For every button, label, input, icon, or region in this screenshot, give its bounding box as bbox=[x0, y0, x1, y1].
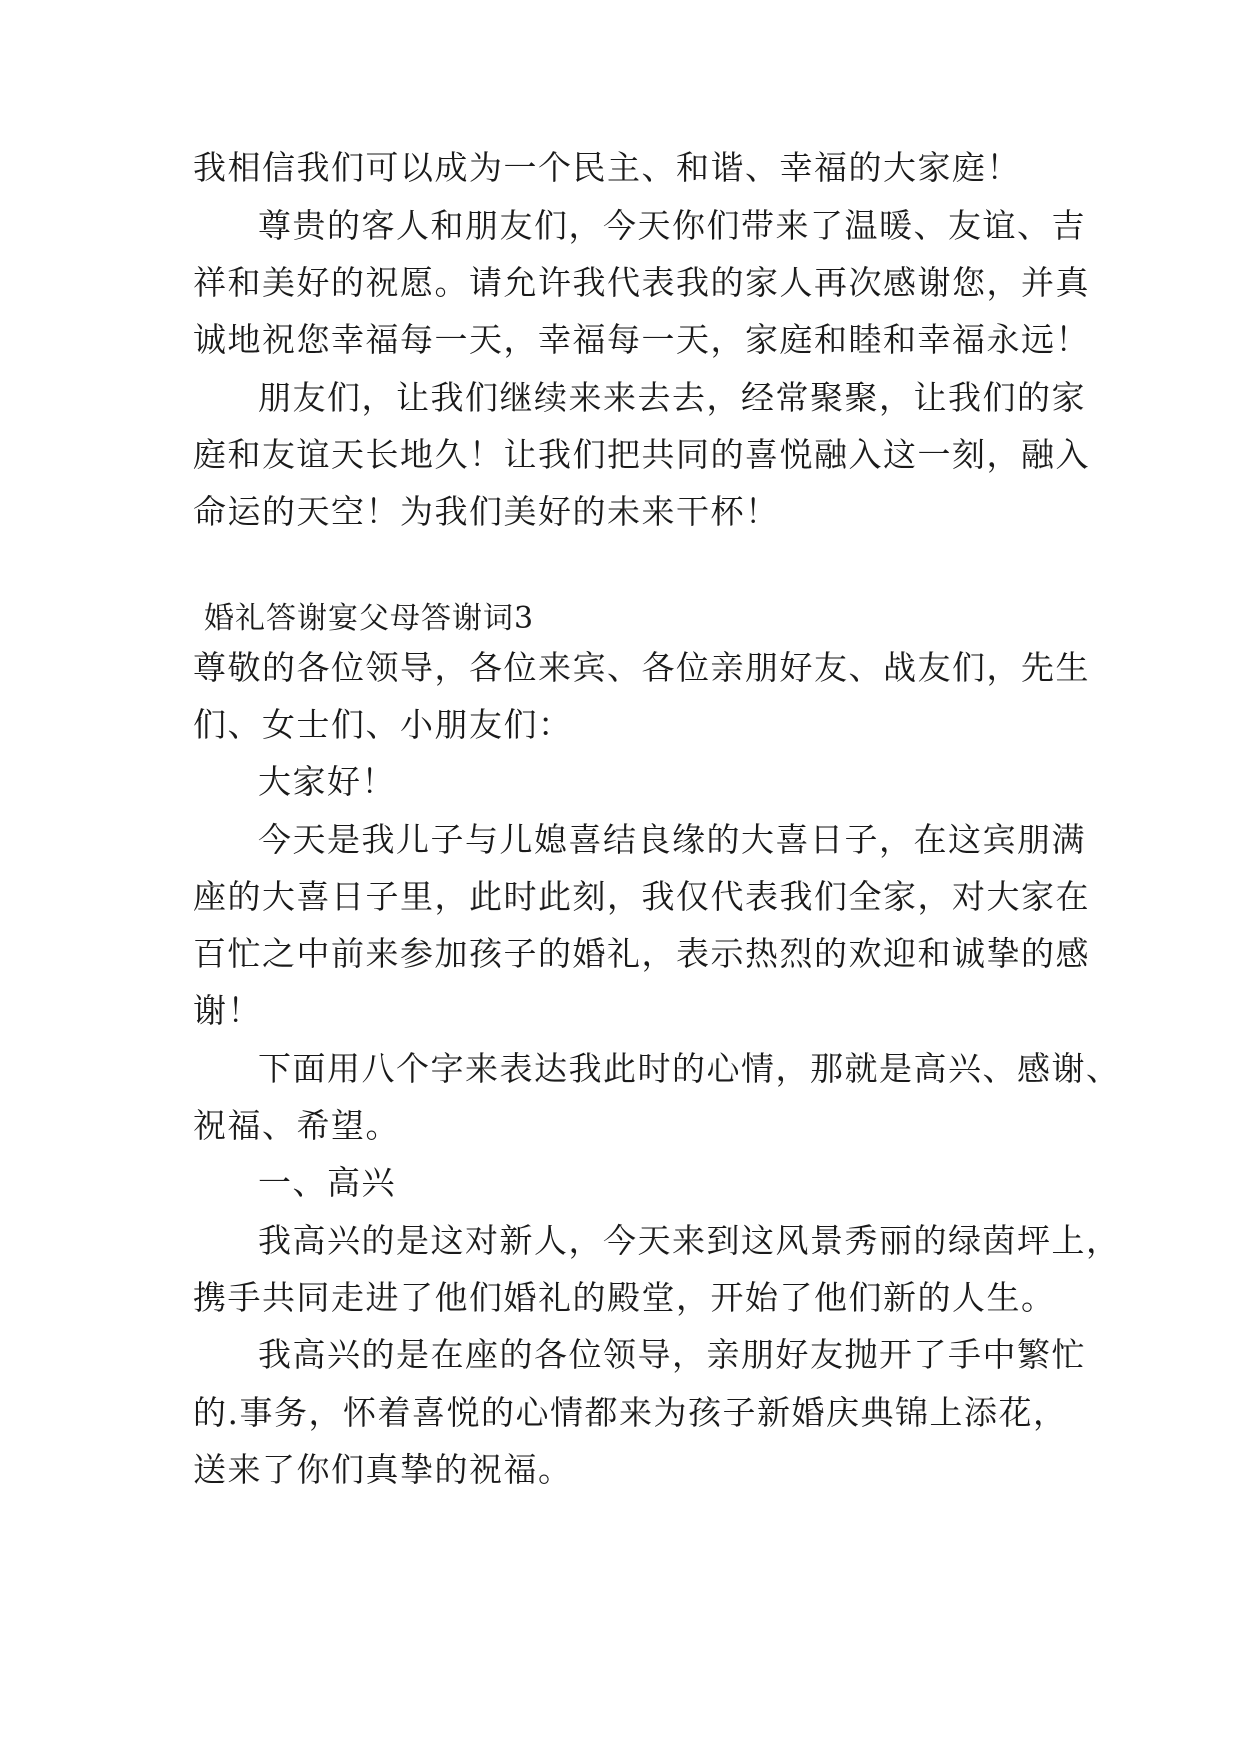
paragraph-line: 诚地祝您幸福每一天，幸福每一天，家庭和睦和幸福永远！ bbox=[193, 320, 1090, 359]
paragraph-line: 今天是我儿子与儿媳喜结良缘的大喜日子，在这宾朋满 bbox=[258, 820, 1086, 859]
section-heading: 婚礼答谢宴父母答谢词3 bbox=[204, 601, 535, 636]
paragraph-line: 大家好！ bbox=[258, 762, 396, 801]
paragraph-line: 们、女士们、小朋友们： bbox=[193, 705, 573, 744]
paragraph-line: 命运的天空！为我们美好的未来干杯！ bbox=[193, 492, 780, 531]
paragraph-line: 座的大喜日子里，此时此刻，我仅代表我们全家，对大家在 bbox=[193, 877, 1090, 916]
paragraph-line: 下面用八个字来表达我此时的心情，那就是高兴、感谢、 bbox=[258, 1049, 1121, 1088]
paragraph-line: 谢！ bbox=[193, 991, 262, 1030]
paragraph-line: 祝福、希望。 bbox=[193, 1106, 400, 1145]
list-heading: 一、高兴 bbox=[258, 1163, 396, 1202]
paragraph-line: 尊敬的各位领导，各位来宾、各位亲朋好友、战友们，先生 bbox=[193, 648, 1090, 687]
paragraph-line: 尊贵的客人和朋友们，今天你们带来了温暖、友谊、吉 bbox=[258, 206, 1086, 245]
paragraph-line: 祥和美好的祝愿。请允许我代表我的家人再次感谢您，并真 bbox=[193, 263, 1090, 302]
paragraph-line: 我高兴的是这对新人，今天来到这风景秀丽的绿茵坪上， bbox=[258, 1221, 1121, 1260]
paragraph-line: 庭和友谊天长地久！让我们把共同的喜悦融入这一刻，融入 bbox=[193, 435, 1090, 474]
paragraph-line: 我相信我们可以成为一个民主、和谐、幸福的大家庭！ bbox=[193, 148, 1021, 187]
paragraph-line: 的.事务，怀着喜悦的心情都来为孩子新婚庆典锦上添花， bbox=[193, 1393, 1068, 1432]
paragraph-line: 朋友们，让我们继续来来去去，经常聚聚，让我们的家 bbox=[258, 378, 1086, 417]
paragraph-line: 百忙之中前来参加孩子的婚礼，表示热烈的欢迎和诚挚的感 bbox=[193, 934, 1090, 973]
paragraph-line: 送来了你们真挚的祝福。 bbox=[193, 1450, 573, 1489]
paragraph-line: 携手共同走进了他们婚礼的殿堂，开始了他们新的人生。 bbox=[193, 1278, 1056, 1317]
paragraph-line: 我高兴的是在座的各位领导，亲朋好友抛开了手中繁忙 bbox=[258, 1335, 1086, 1374]
